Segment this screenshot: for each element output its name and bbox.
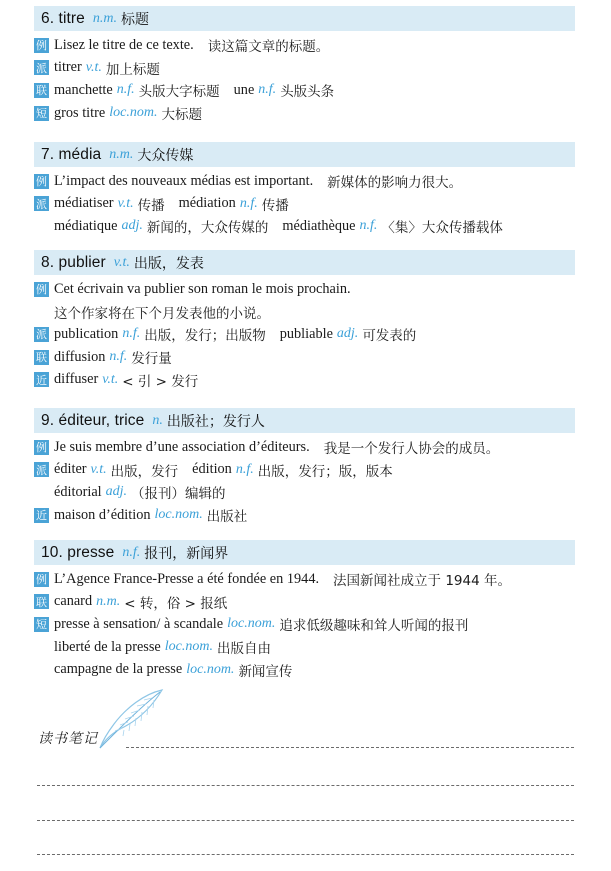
entry-line	[34, 301, 575, 324]
french-text: publiable	[279, 325, 333, 342]
headword: 6. titre	[41, 9, 85, 27]
headword: 7. média	[41, 145, 102, 163]
part-of-speech: n.m.	[92, 10, 117, 26]
note-line-2[interactable]	[37, 785, 574, 786]
grammar-label: n.f.	[239, 195, 258, 211]
headword-meaning: 出版社；发行人	[166, 413, 265, 430]
french-text: presse à sensation/ à scandale	[54, 615, 224, 632]
french-text: éditorial	[54, 483, 102, 500]
entry-tag-badge: 短	[36, 618, 47, 632]
chinese-translation: 头版头条	[280, 84, 335, 101]
grammar-label: n.m.	[96, 593, 121, 609]
chinese-translation: 头版大字标题	[138, 84, 220, 101]
grammar-label: loc.nom.	[227, 616, 276, 632]
french-text: gros titre	[54, 104, 106, 121]
vocab-entry	[34, 540, 575, 681]
french-text: liberté de la presse	[54, 638, 161, 655]
chinese-translation: 法国新闻社成立于 1944 年。	[333, 573, 511, 590]
french-text: édition	[192, 461, 232, 478]
grammar-label: v.t.	[90, 461, 107, 477]
entry-line	[34, 215, 575, 238]
entry-body	[34, 31, 575, 124]
grammar-label: adj.	[105, 484, 128, 500]
entry-tag-badge: 联	[36, 351, 47, 365]
chinese-translation: 这个作家将在下个月发表他的小说。	[54, 305, 270, 322]
entry-tag-badge: 近	[36, 373, 47, 387]
headword: 8. publier	[41, 253, 106, 271]
entry-line	[34, 368, 575, 391]
entry-line	[34, 613, 575, 636]
entry-line	[34, 591, 575, 614]
chinese-translation: 加上标题	[105, 61, 160, 78]
entry-line	[34, 278, 575, 301]
french-text: publication	[54, 325, 119, 342]
entry-line	[34, 459, 575, 482]
grammar-label: v.t.	[102, 371, 119, 387]
entry-line	[34, 658, 575, 681]
entry-tag-badge: 派	[36, 328, 47, 342]
headword-meaning: 报刊，新闻界	[144, 545, 229, 562]
grammar-label: loc.nom.	[186, 661, 235, 677]
french-text: campagne de la presse	[54, 661, 183, 678]
chinese-translation: 出版，发行；出版物	[144, 328, 266, 345]
chinese-translation: 出版，发行	[110, 463, 179, 480]
entry-header	[34, 408, 575, 433]
french-text: éditer	[54, 461, 87, 478]
chinese-translation: 出版，发行；版，版本	[257, 463, 393, 480]
grammar-label: loc.nom.	[109, 105, 158, 121]
grammar-label: loc.nom.	[154, 507, 203, 523]
chinese-translation: 新闻的，大众传媒的	[146, 220, 269, 237]
part-of-speech: n.m.	[109, 146, 134, 162]
chinese-translation: 新闻宣传	[238, 663, 293, 680]
reading-notes-label: 读书笔记	[38, 731, 98, 747]
entry-tag-badge: 派	[36, 197, 47, 211]
chinese-translation: 可发表的	[362, 328, 417, 345]
chinese-translation: 〈集〉大众传播载体	[381, 220, 503, 237]
headword: 9. éditeur, trice	[41, 411, 145, 429]
entry-body	[34, 167, 575, 238]
entry-body	[34, 565, 575, 681]
entry-tag-badge: 派	[36, 463, 47, 477]
feather-quill-icon	[92, 688, 164, 750]
entry-header	[34, 540, 575, 565]
chinese-translation: 传播	[261, 197, 289, 214]
note-line-4[interactable]	[37, 854, 574, 855]
grammar-label: n.f.	[122, 326, 141, 342]
grammar-label: adj.	[121, 218, 143, 234]
entry-line	[34, 481, 575, 504]
chinese-translation: 追求低级趣味和耸人听闻的报刊	[279, 618, 469, 635]
entry-tag-badge: 例	[36, 175, 47, 189]
grammar-label: n.f.	[109, 349, 128, 365]
grammar-label: v.t.	[85, 59, 102, 75]
headword: 10. presse	[41, 543, 115, 561]
entry-line	[34, 636, 575, 659]
french-text: une	[233, 81, 255, 98]
part-of-speech: n.f.	[122, 544, 141, 560]
entry-header	[34, 142, 575, 167]
french-text: manchette	[54, 81, 113, 98]
chinese-translation: < 引 > 发行	[122, 373, 199, 390]
entry-line	[34, 568, 575, 591]
vocab-entry	[34, 250, 575, 391]
french-text: canard	[54, 593, 93, 610]
part-of-speech: v.t.	[113, 254, 130, 270]
entry-line	[34, 57, 575, 80]
chinese-translation: 大标题	[161, 107, 202, 124]
entry-line	[34, 170, 575, 193]
french-text: L’impact des nouveaux médias est important.	[54, 172, 314, 189]
chinese-translation: 传播	[137, 197, 165, 214]
entry-line	[34, 504, 575, 527]
vocab-entry	[34, 142, 575, 238]
french-text: médiatiser	[54, 195, 114, 212]
entry-tag-badge: 例	[36, 283, 47, 297]
chinese-translation: 读这篇文章的标题。	[207, 39, 330, 56]
entry-line	[34, 346, 575, 369]
headword-meaning: 标题	[121, 11, 149, 28]
entry-tag-badge: 例	[36, 39, 47, 53]
chinese-translation: 出版自由	[217, 641, 271, 658]
french-text: diffuser	[54, 371, 99, 388]
entry-line	[34, 323, 575, 346]
entry-line	[34, 34, 575, 57]
french-text: médiatique	[54, 217, 118, 234]
vocab-entry	[34, 6, 575, 124]
note-line-1[interactable]	[126, 747, 574, 748]
chinese-translation: （报刊）编辑的	[131, 486, 226, 503]
entry-body	[34, 433, 575, 526]
grammar-label: v.t.	[117, 195, 134, 211]
entry-line	[34, 79, 575, 102]
chinese-translation: 出版社	[206, 509, 248, 526]
french-text: maison d’édition	[54, 506, 151, 523]
french-text: médiation	[178, 195, 236, 212]
grammar-label: n.f.	[258, 82, 277, 98]
entry-tag-badge: 例	[36, 441, 47, 455]
french-text: médiathèque	[282, 217, 356, 234]
french-text: Je suis membre d’une association d’éditeurs.	[54, 438, 310, 455]
entry-tag-badge: 近	[36, 509, 47, 523]
entry-tag-badge: 派	[36, 61, 47, 75]
chinese-translation: 我是一个发行人协会的成员。	[323, 441, 500, 458]
headword-meaning: 大众传媒	[137, 147, 194, 164]
chinese-translation: < 转，俗 > 报纸	[124, 595, 228, 612]
grammar-label: n.f.	[116, 82, 135, 98]
french-text: Cet écrivain va publier son roman le mois prochain.	[54, 280, 351, 297]
french-text: Lisez le titre de ce texte.	[54, 36, 194, 53]
vocab-entry	[34, 408, 575, 526]
french-text: titrer	[54, 59, 82, 76]
entry-line	[34, 193, 575, 216]
entry-tag-badge: 短	[36, 107, 47, 121]
grammar-label: adj.	[336, 326, 359, 342]
chinese-translation: 新媒体的影响力很大。	[327, 175, 463, 192]
entry-header	[34, 250, 575, 275]
entry-line	[34, 436, 575, 459]
grammar-label: loc.nom.	[164, 639, 213, 655]
chinese-translation: 发行量	[131, 351, 172, 368]
entry-tag-badge: 联	[36, 84, 47, 98]
part-of-speech: n.	[152, 412, 163, 428]
entry-tag-badge: 联	[36, 595, 47, 609]
entry-tag-badge: 例	[36, 573, 47, 587]
entry-header	[34, 6, 575, 31]
entry-body	[34, 275, 575, 391]
grammar-label: n.f.	[235, 461, 254, 477]
french-text: L’Agence France-Presse a été fondée en 1944.	[54, 570, 320, 587]
french-text: diffusion	[54, 348, 106, 365]
grammar-label: n.f.	[359, 218, 378, 234]
entry-line	[34, 102, 575, 125]
note-line-3[interactable]	[37, 820, 574, 821]
headword-meaning: 出版，发表	[133, 255, 204, 272]
